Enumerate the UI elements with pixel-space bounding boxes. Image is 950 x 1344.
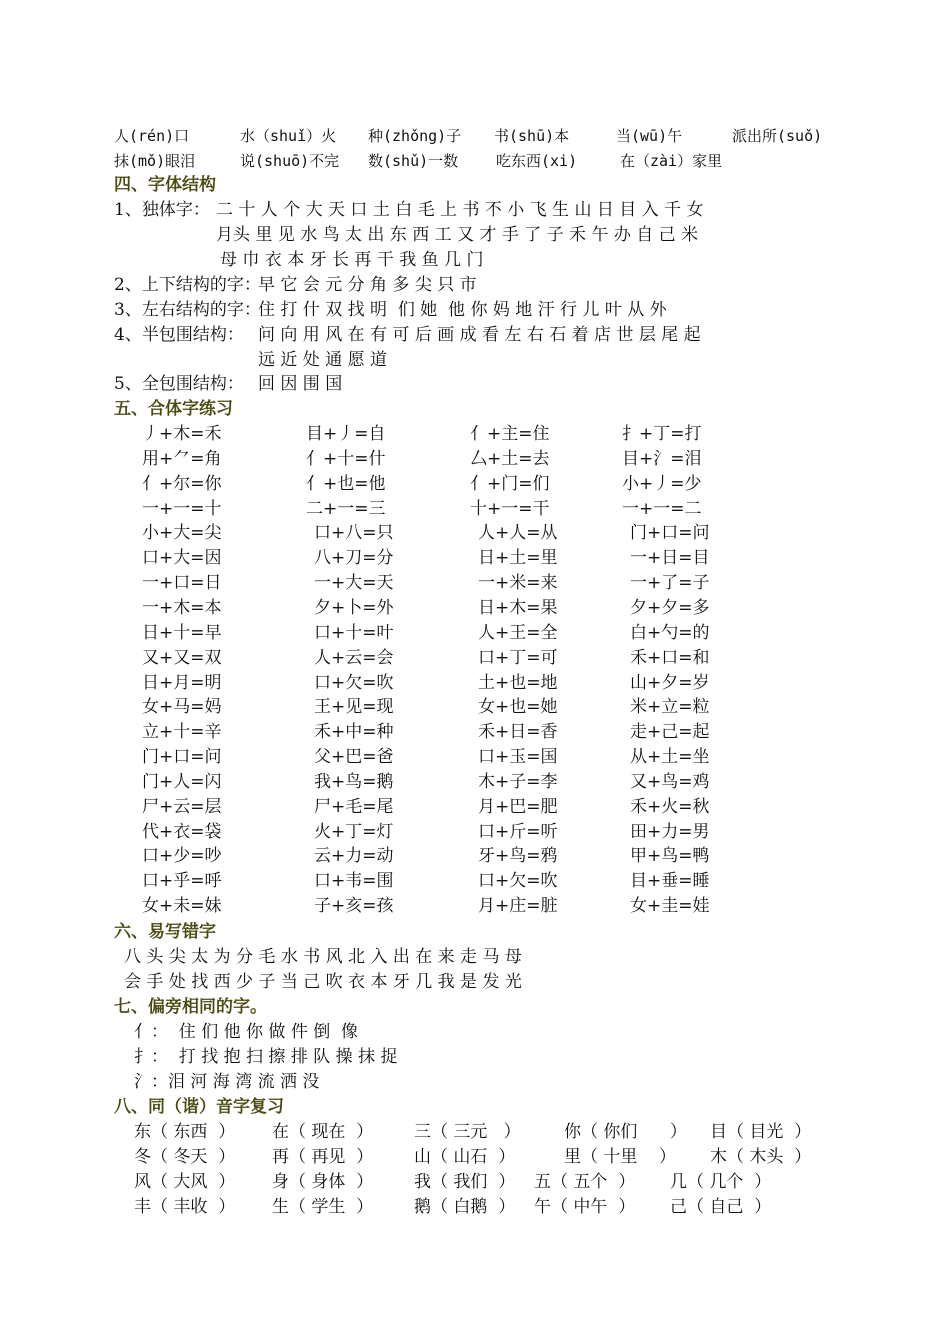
compound-formula: 夕+卜=外 — [314, 597, 394, 618]
compound-formula: 一+了=子 — [630, 573, 710, 594]
compound-formula: 日+土=里 — [478, 548, 558, 569]
compound-formula: 口+十=叶 — [314, 622, 394, 643]
compound-formula: 口+大=因 — [142, 548, 222, 569]
compound-formula: 女+马=妈 — [142, 697, 222, 718]
pinyin-word: 人(rén)口 — [114, 127, 190, 145]
structure-chars: 远 近 处 通 愿 道 — [258, 350, 388, 370]
compound-formula: 山+夕=岁 — [630, 672, 710, 693]
compound-formula: 木+子=李 — [478, 771, 558, 792]
homophone-item: 目（ 目光 ） — [710, 1122, 812, 1142]
pinyin-word: 书(shū)本 — [494, 127, 570, 145]
pinyin-word: 当(wū)午 — [616, 127, 683, 145]
pinyin-word: 数(shǔ)一数 — [368, 152, 459, 170]
compound-formula: 口+少=吵 — [142, 846, 222, 867]
structure-label: 2、上下结构的字： — [114, 275, 261, 295]
compound-formula: 尸+云=层 — [142, 796, 222, 817]
compound-formula: 口+斤=听 — [478, 821, 558, 842]
compound-formula: 从+土=坐 — [630, 747, 710, 768]
easy-wrong-chars: 会 手 处 找 西 少 子 当 己 吹 衣 本 牙 几 我 是 发 光 — [124, 972, 522, 992]
pinyin-word: 吃东西(xi) — [496, 152, 578, 170]
compound-formula: 甲+鸟=鸭 — [630, 846, 710, 867]
compound-formula: 白+勺=的 — [630, 622, 710, 643]
structure-label: 5、全包围结构： — [114, 374, 244, 394]
structure-chars: 月头 里 见 水 鸟 太 出 东 西 工 又 才 手 了 子 禾 午 办 自 己 米 — [216, 225, 699, 245]
compound-formula: 十+一=干 — [470, 498, 550, 519]
homophone-item: 鹅（ 白鹅 ） — [414, 1197, 516, 1217]
compound-formula: 亻+十=什 — [306, 448, 386, 469]
homophone-item: 身（ 身体 ） — [272, 1172, 374, 1192]
compound-formula: 走+己=起 — [630, 722, 710, 743]
structure-label: 3、左右结构的字： — [114, 300, 261, 320]
homophone-item: 山（ 山石 ） — [414, 1147, 516, 1167]
homophone-item: 几（ 几个 ） — [670, 1172, 772, 1192]
compound-formula: 目+垂=睡 — [630, 871, 710, 892]
pinyin-word: 种(zhǒng)子 — [368, 127, 462, 145]
compound-formula: 牙+鸟=鸦 — [478, 846, 558, 867]
structure-chars: 母 巾 衣 本 牙 长 再 干 我 鱼 几 门 — [220, 250, 484, 270]
structure-chars: 二 十 人 个 大 天 口 土 白 毛 上 书 不 小 飞 生 山 日 目 入 千 女 — [216, 200, 704, 220]
homophone-item: 在（ 现在 ） — [272, 1122, 374, 1142]
compound-formula: 人+云=会 — [314, 647, 394, 668]
homophone-item: 风（ 大风 ） — [134, 1172, 236, 1192]
homophone-item: 五（ 五个 ） — [534, 1172, 636, 1192]
pinyin-word: 水（shuǐ）火 — [240, 127, 337, 145]
compound-formula: 二+一=三 — [306, 498, 386, 519]
compound-formula: 目+丿=自 — [306, 424, 386, 444]
compound-formula: 亻+门=们 — [470, 473, 550, 494]
homophone-item: 丰（ 丰收 ） — [134, 1197, 236, 1217]
section-8-title: 八、同（谐）音字复习 — [114, 1097, 284, 1117]
compound-formula: 又+又=双 — [142, 647, 222, 668]
section-4-title: 四、字体结构 — [114, 175, 216, 195]
radical-chars: 扌： 打 找 抱 扫 擦 排 队 操 抹 捉 — [134, 1047, 398, 1067]
compound-formula: 月+巴=肥 — [478, 796, 558, 817]
pinyin-word: 在（zài）家里 — [620, 152, 723, 170]
compound-formula: 我+鸟=鹅 — [314, 771, 394, 792]
compound-formula: 王+见=现 — [314, 697, 394, 718]
compound-formula: 田+力=男 — [630, 821, 710, 842]
compound-formula: 扌+丁=打 — [622, 424, 702, 444]
compound-formula: 一+口=日 — [142, 573, 222, 594]
pinyin-word: 抹(mǒ)眼泪 — [114, 152, 196, 170]
homophone-item: 三（ 三元 ） — [414, 1122, 521, 1142]
compound-formula: 女+也=她 — [478, 697, 558, 718]
structure-chars: 回 因 围 国 — [258, 374, 343, 394]
homophone-item: 冬（ 冬天 ） — [134, 1147, 236, 1167]
section-6-title: 六、易写错字 — [114, 922, 216, 942]
compound-formula: 口+欠=吹 — [314, 672, 394, 693]
compound-formula: 日+木=果 — [478, 597, 558, 618]
compound-formula: 一+一=十 — [142, 498, 222, 519]
compound-formula: 月+庄=脏 — [478, 896, 558, 917]
compound-formula: 一+木=本 — [142, 597, 222, 618]
structure-label: 1、独体字： — [114, 200, 210, 220]
compound-formula: 禾+口=和 — [630, 647, 710, 668]
compound-formula: 禾+中=种 — [314, 722, 394, 743]
compound-formula: 小+大=尖 — [142, 523, 222, 544]
compound-formula: 尸+毛=尾 — [314, 796, 394, 817]
compound-formula: 小+丿=少 — [622, 473, 702, 494]
compound-formula: 代+衣=袋 — [142, 821, 222, 842]
section-5-title: 五、合体字练习 — [114, 399, 233, 419]
compound-formula: 一+一=二 — [622, 498, 702, 519]
structure-chars: 住 打 什 双 找 明 们 她 他 你 妈 地 汗 行 儿 叶 从 外 — [258, 300, 667, 320]
compound-formula: 门+口=问 — [630, 523, 710, 544]
compound-formula: 日+月=明 — [142, 672, 222, 693]
compound-formula: 火+丁=灯 — [314, 821, 394, 842]
compound-formula: 口+韦=围 — [314, 871, 394, 892]
compound-formula: 八+刀=分 — [314, 548, 394, 569]
compound-formula: 口+乎=呼 — [142, 871, 222, 892]
compound-formula: 门+口=问 — [142, 747, 222, 768]
homophone-item: 你（ 你们 ） — [564, 1122, 687, 1142]
compound-formula: 丿+木=禾 — [142, 424, 222, 444]
compound-formula: 厶+土=去 — [470, 448, 550, 469]
compound-formula: 米+立=粒 — [630, 697, 710, 718]
compound-formula: 亻+尔=你 — [142, 473, 222, 494]
compound-formula: 子+亥=孩 — [314, 896, 394, 917]
compound-formula: 立+十=辛 — [142, 722, 222, 743]
homophone-item: 我（ 我们 ） — [414, 1172, 516, 1192]
compound-formula: 女+圭=娃 — [630, 896, 710, 917]
radical-chars: 亻： 住 们 他 你 做 件 倒 像 — [134, 1022, 359, 1042]
compound-formula: 口+八=只 — [314, 523, 394, 544]
compound-formula: 又+鸟=鸡 — [630, 771, 710, 792]
structure-chars: 问 向 用 风 在 有 可 后 画 成 看 左 右 石 着 店 世 层 尾 起 — [258, 325, 701, 345]
section-7-title: 七、偏旁相同的字。 — [114, 997, 267, 1017]
compound-formula: 亻+主=住 — [470, 424, 550, 444]
compound-formula: 用+⺈=角 — [142, 448, 222, 469]
compound-formula: 云+力=动 — [314, 846, 394, 867]
homophone-item: 生（ 学生 ） — [272, 1197, 374, 1217]
radical-chars: 氵：泪 河 海 湾 流 洒 没 — [134, 1072, 320, 1092]
homophone-item: 己（ 自己 ） — [670, 1197, 772, 1217]
structure-label: 4、半包围结构： — [114, 325, 244, 345]
compound-formula: 人+王=全 — [478, 622, 558, 643]
homophone-item: 东（ 东西 ） — [134, 1122, 236, 1142]
pinyin-word: 说(shuō)不完 — [240, 152, 340, 170]
homophone-item: 午（ 中午 ） — [534, 1197, 636, 1217]
compound-formula: 口+丁=可 — [478, 647, 558, 668]
compound-formula: 一+米=来 — [478, 573, 558, 594]
compound-formula: 土+也=地 — [478, 672, 558, 693]
compound-formula: 禾+火=秋 — [630, 796, 710, 817]
homophone-item: 再（ 再见 ） — [272, 1147, 374, 1167]
compound-formula: 口+欠=吹 — [478, 871, 558, 892]
homophone-item: 木（ 木头 ） — [710, 1147, 812, 1167]
pinyin-word: 派出所(suǒ) — [732, 127, 823, 145]
compound-formula: 目+氵=泪 — [622, 448, 702, 469]
compound-formula: 禾+日=香 — [478, 722, 558, 743]
homophone-item: 里（ 十里 ） — [564, 1147, 677, 1167]
compound-formula: 女+未=妹 — [142, 896, 222, 917]
compound-formula: 一+大=天 — [314, 573, 394, 594]
compound-formula: 父+巴=爸 — [314, 747, 394, 768]
structure-chars: 早 它 会 元 分 角 多 尖 只 市 — [258, 275, 477, 295]
compound-formula: 口+玉=国 — [478, 747, 558, 768]
compound-formula: 日+十=早 — [142, 622, 222, 643]
easy-wrong-chars: 八 头 尖 太 为 分 毛 水 书 风 北 入 出 在 来 走 马 母 — [124, 947, 522, 967]
compound-formula: 亻+也=他 — [306, 473, 386, 494]
compound-formula: 一+日=目 — [630, 548, 710, 569]
compound-formula: 门+人=闪 — [142, 771, 222, 792]
compound-formula: 夕+夕=多 — [630, 597, 710, 618]
compound-formula: 人+人=从 — [478, 523, 558, 544]
